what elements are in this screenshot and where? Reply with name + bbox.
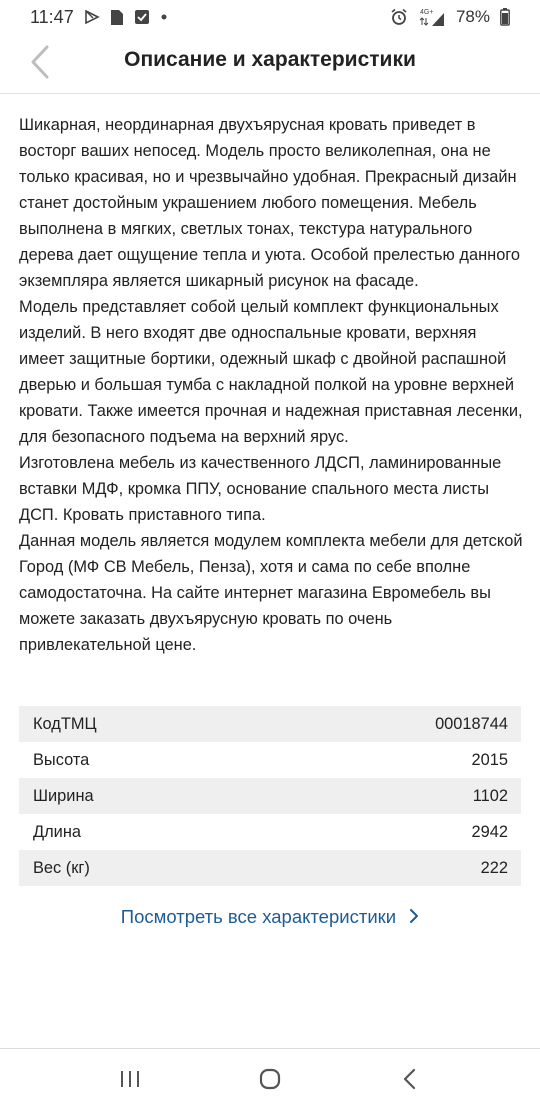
chevron-right-icon <box>409 907 419 929</box>
all-specs-link-label: Посмотреть все характеристики <box>120 906 397 927</box>
spec-row-length <box>19 814 521 850</box>
battery-percent: 78% <box>455 7 490 26</box>
battery-icon <box>500 8 510 26</box>
spec-label: Длина <box>33 822 81 841</box>
all-specs-link[interactable] <box>0 906 540 929</box>
spec-label: Вес (кг) <box>33 858 90 877</box>
spec-label: Высота <box>33 750 90 769</box>
checkbox-notification-icon <box>134 9 150 25</box>
alarm-icon <box>390 8 408 26</box>
spec-value: 00018744 <box>435 714 508 733</box>
description-paragraph: Шикарная, неординарная двухъярусная кровать приведет в восторг ваших непосед. Модель просто великолепная, она не только красивая, но и чрезвычайно удобная. Прекрасный дизайн станет достойным украшением любого помещения. Мебель выполнена в мягких, светлых тонах, текстура натурального дерева дает ощущение тепла и уюта. Особой прелестью данного экземпляра является шикарный рисунок на фасаде. <box>19 116 521 290</box>
home-button[interactable] <box>250 1061 290 1097</box>
spec-value: 1102 <box>472 786 508 805</box>
specs-table <box>19 706 521 886</box>
dot-icon <box>160 13 168 21</box>
recent-apps-button[interactable] <box>110 1061 150 1097</box>
status-time: 11:47 <box>30 6 74 27</box>
spec-row-height <box>19 742 521 778</box>
status-bar-right <box>390 7 510 27</box>
description-paragraph: Модель представляет собой целый комплект функциональных изделий. В него входят две односпальные кровати, верхняя имеет защитные бортики, одежный шкаф с двойной распашной дверью и большая тумба с накладной полкой на уровне верхней кровати. Также имеется прочная и надежная приставная лесенки, для безопасного подъема на верхний ярус. <box>19 298 523 446</box>
network-type-label: 4G+ <box>419 9 434 16</box>
spec-label: КодТМЦ <box>33 714 97 733</box>
description-paragraph: Изготовлена мебель из качественного ЛДСП, ламинированные вставки МДФ, кромка ППУ, основание спального места листы ДСП. Кровать приставного типа. <box>19 454 502 524</box>
spec-row-code <box>19 706 521 742</box>
spec-row-weight <box>19 850 521 886</box>
spec-label: Ширина <box>33 786 94 805</box>
recent-apps-icon <box>119 1069 141 1089</box>
status-bar-left <box>30 7 168 28</box>
sim-card-icon <box>110 9 124 26</box>
back-icon <box>402 1068 418 1090</box>
page-header <box>0 34 540 94</box>
signal-icon <box>418 7 446 27</box>
system-navigation-bar <box>0 1048 540 1110</box>
product-description <box>19 112 523 658</box>
home-icon <box>258 1067 282 1091</box>
page-title: Описание и характеристики <box>124 48 416 71</box>
description-paragraph: Данная модель является модулем комплекта мебели для детской Город (МФ СВ Мебель, Пенза), хотя и сама по себе вполне самодостаточна. На сайте интернет магазина Евромебель вы можете заказать двухъярусную кровать по очень привлекательной цене. <box>19 532 523 654</box>
system-back-button[interactable] <box>390 1061 430 1097</box>
spec-value: 2015 <box>471 750 508 769</box>
status-bar <box>0 0 540 34</box>
play-store-notification-icon <box>84 9 100 25</box>
spec-value: 2942 <box>471 822 508 841</box>
spec-value: 222 <box>480 858 508 877</box>
spec-row-width <box>19 778 521 814</box>
